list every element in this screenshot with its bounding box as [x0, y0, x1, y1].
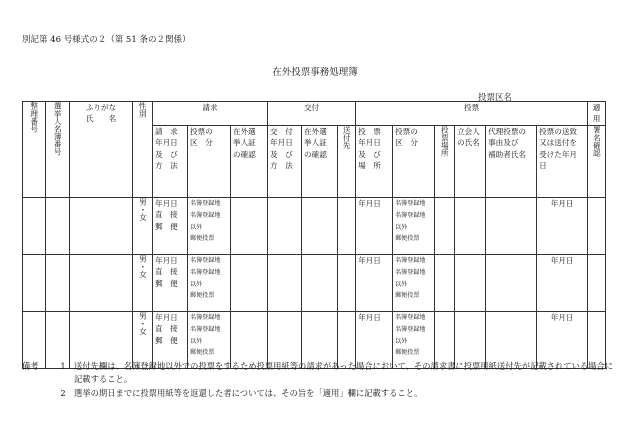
group-header-request: 請求: [153, 102, 268, 126]
note-text: 送付先欄は、名簿登録地以外での投票をするため投票用紙等の請求があった場合において、その請求書に投票用紙送付先が記載されている場合に記載すること。: [74, 361, 614, 385]
cell-proxy-reason: [486, 197, 537, 254]
cell-vote-ballot-type: 名簿登録地 名簿登録地 以外 郵便投票: [393, 254, 435, 311]
col-header-sex: 性別: [133, 102, 153, 198]
cell-sex: 男・女: [133, 311, 153, 368]
cell-sex: 男・女: [133, 197, 153, 254]
cell-witness-name: [455, 254, 486, 311]
notes-heading: 備考: [22, 361, 39, 371]
cell-delivery-date-method: [268, 197, 302, 254]
notes-section: [22, 360, 617, 400]
cell-request-ballot-type: 名簿登録地 名簿登録地 以外 郵便投票: [188, 197, 231, 254]
col-header-proxy-reason: 代理投票の 事由及び 補助者氏名: [486, 125, 537, 197]
cell-serial-no: [23, 254, 46, 311]
table-row: [23, 254, 606, 311]
note-number: 1: [60, 361, 66, 371]
cell-sex: 男・女: [133, 254, 153, 311]
cell-signature-check: [588, 197, 606, 254]
cell-vote-ballot-type: 名簿登録地 名簿登録地 以外 郵便投票: [393, 311, 435, 368]
col-header-voter-list-no: 選挙人名簿番号: [46, 102, 70, 198]
table-group-header-row: [23, 102, 606, 126]
district-name-label: 投票区名: [478, 93, 513, 103]
note-text: 選挙の期日までに投票用紙等を返還した者については、その旨を「適用」欄に記載すること。: [74, 387, 423, 398]
page-title: 在外投票事務処理簿: [272, 67, 358, 78]
group-header-delivery: 交付: [268, 102, 356, 126]
note-number: 2: [60, 387, 66, 398]
cell-ballot-return-date: 年月日: [537, 197, 588, 254]
cell-name: [70, 197, 133, 254]
cell-delivery-address: [338, 254, 356, 311]
col-header-delivery-address: 送付先: [338, 125, 356, 197]
cell-voter-list-no: [46, 254, 70, 311]
cell-request-ballot-type: 名簿登録地 名簿登録地 以外 郵便投票: [188, 254, 231, 311]
cell-delivery-address: [338, 197, 356, 254]
cell-name: [70, 254, 133, 311]
col-header-vote-date-place: 投 票 年月日 及 び 場 所: [356, 125, 393, 197]
cell-request-overseas-cert: [231, 197, 268, 254]
cell-request-ballot-type: 名簿登録地 名簿登録地 以外 郵便投票: [188, 311, 231, 368]
group-header-vote: 投票: [356, 102, 588, 126]
col-header-delivery-date-method: 交 付 年月日 及 び 方 法: [268, 125, 302, 197]
overseas-voting-register-table: [22, 101, 606, 369]
cell-vote-ballot-type: 名簿登録地 名簿登録地 以外 郵便投票: [393, 197, 435, 254]
col-header-request-ballot-type: 投票の 区 分: [188, 125, 231, 197]
col-header-vote-place: 投票場所: [435, 125, 455, 197]
cell-request-date-method: 年月日 直 接 郵 便: [153, 254, 188, 311]
cell-request-date-method: 年月日 直 接 郵 便: [153, 197, 188, 254]
cell-ballot-return-date: 年月日: [537, 311, 588, 368]
col-header-name: ふりがな 氏 名: [70, 102, 133, 198]
col-header-witness-name: 立会人 の氏名: [455, 125, 486, 197]
cell-signature-check: [588, 254, 606, 311]
cell-vote-place: [435, 254, 455, 311]
cell-delivery-overseas-cert: [302, 254, 338, 311]
cell-vote-place: [435, 197, 455, 254]
cell-vote-date-place: 年月日: [356, 311, 393, 368]
cell-witness-name: [455, 197, 486, 254]
table-row: [23, 197, 606, 254]
col-header-serial-no: 整理番号: [23, 102, 46, 198]
cell-voter-list-no: [46, 197, 70, 254]
col-header-request-overseas-cert: 在外選 挙人証 の確認: [231, 125, 268, 197]
cell-delivery-date-method: [268, 254, 302, 311]
note-item: [22, 360, 617, 387]
cell-serial-no: [23, 197, 46, 254]
col-header-vote-ballot-type: 投票の 区 分: [393, 125, 435, 197]
cell-delivery-overseas-cert: [302, 197, 338, 254]
note-item: [22, 387, 617, 400]
col-header-signature-check: 署名確認: [588, 125, 606, 197]
col-header-delivery-overseas-cert: 在外選 挙人証 の確認: [302, 125, 338, 197]
cell-proxy-reason: [486, 254, 537, 311]
col-header-request-date-method: 請 求 年月日 及 び 方 法: [153, 125, 188, 197]
form-number: 別記第 46 号様式の２（第 51 条の２関係）: [22, 35, 191, 45]
cell-vote-date-place: 年月日: [356, 254, 393, 311]
group-header-applicable: 適用: [588, 102, 606, 126]
cell-ballot-return-date: 年月日: [537, 254, 588, 311]
col-header-ballot-return-date: 投票の送致 又は送付を 受けた年月 日: [537, 125, 588, 197]
cell-request-date-method: 年月日 直 接 郵 便: [153, 311, 188, 368]
cell-vote-date-place: 年月日: [356, 197, 393, 254]
cell-request-overseas-cert: [231, 254, 268, 311]
